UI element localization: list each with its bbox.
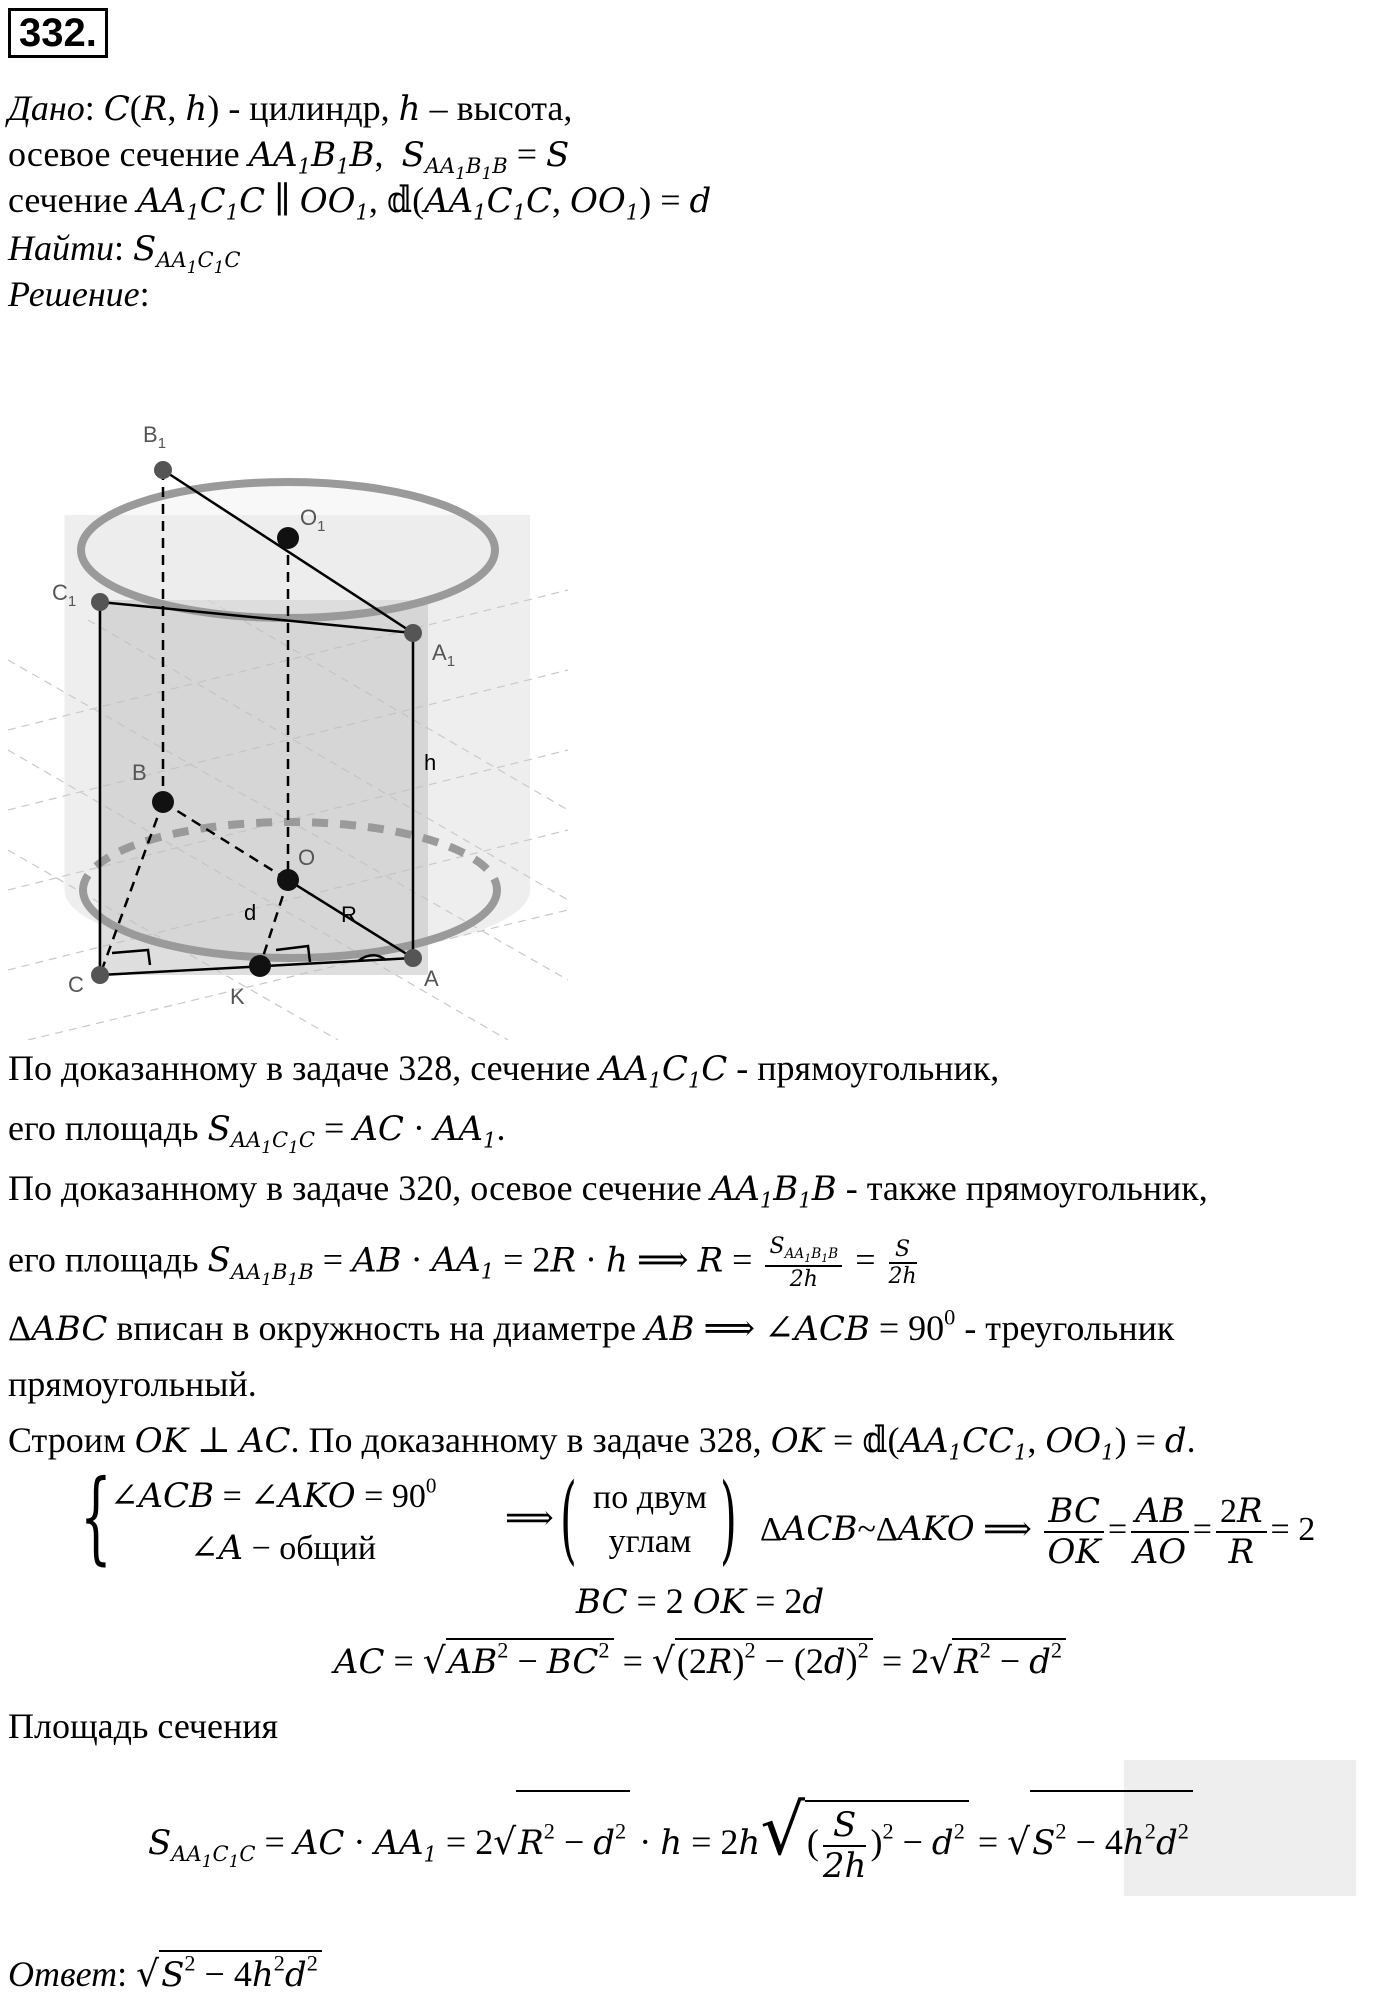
sol-line-6: [8, 1362, 257, 1406]
point-K: [249, 955, 271, 977]
sol-line-5: ΔABC вписан в окружность на диаметре AB ⟹ ∠ACB = $90^0$ - треугольник: [8, 1304, 1175, 1349]
solution-line: Решение:: [8, 274, 150, 314]
given-section-text: сечение: [8, 180, 138, 220]
cylinder-figure: [8, 420, 568, 1040]
sol-text-3b: - также прямоугольник,: [836, 1168, 1208, 1208]
label-C1: $C_1$: [52, 580, 77, 610]
area-equation: $S_{AA_1C_1C}$ = AC · $AA_1 = 2√R^2 - d^2 \cdot h = 2h√$( $\frac{S}{2h}$ )$^2 - d^2 = √S^2 - 4h^2d^2$: [148, 1780, 1193, 1911]
sol-line-1: По доказанному в задаче 328, сечение $AA_1C_1C$ - прямоугольник,: [8, 1048, 1000, 1093]
sol-line-3: По доказанному в задаче 320, осевое сечение $AA_1B_1B$ - также прямоугольник,: [8, 1168, 1208, 1213]
similarity-system: { ∠ACB = ∠AKO = $90^0$ ∠A − общий ⟹ ( по двум углам ) ΔACB~ΔAKO ⟹ $\frac{BC}{OK}$ = $\frac{AB}{AO}$ = $\frac{2R}{R}$ = 2: [80, 1458, 1316, 1575]
problem-number: 332.: [8, 8, 108, 58]
label-B1: $B_1$: [143, 422, 167, 452]
section-rectangle: [98, 600, 428, 975]
sol-text-4: его площадь: [8, 1239, 208, 1280]
label-R: R: [341, 902, 357, 927]
sys-common-text: − общий: [243, 1530, 377, 1567]
sol-text-6: прямоугольный.: [8, 1364, 257, 1404]
point-B: [152, 791, 174, 813]
given-axial-text: осевое сечение: [8, 134, 249, 174]
label-O1: $O_1$: [300, 505, 326, 535]
sol-text-1b: - прямоугольник,: [727, 1048, 1000, 1088]
solution-label: Решение: [8, 274, 140, 314]
label-B: B: [132, 760, 147, 785]
sol-text-7b: . По доказанному в задаче 328,: [290, 1420, 771, 1460]
sol-text-5a: вписан в окружность на диаметре: [107, 1308, 645, 1348]
sol-text-1a: По доказанному в задаче 328, сечение: [8, 1048, 600, 1088]
find-line: Найти: $S_{AA_1C_1C}$: [8, 228, 241, 278]
point-A1: [404, 624, 422, 642]
sol-line-2: его площадь $S_{AA_1C_1C}$ = AC · $AA_1$.: [8, 1108, 506, 1158]
point-C1: [91, 593, 109, 611]
sol-line-7: Строим OK ⊥ AC. По доказанному в задаче 328, OK = $𝕕(AA_1CC_1$, $OO_1) = d$.: [8, 1420, 1196, 1465]
label-h: h: [424, 750, 437, 775]
find-label: Найти: [8, 228, 114, 268]
sol-text-2: его площадь: [8, 1108, 208, 1148]
sol-text-5b: - треугольник: [955, 1308, 1175, 1348]
label-d: d: [244, 900, 257, 925]
given-line-3: сечение $AA_1C_1C$ ∥ $OO_1$, $𝕕(AA_1C_1C$, $OO_1) = d$: [8, 180, 712, 225]
point-B1: [154, 461, 172, 479]
label-C: C: [68, 972, 84, 997]
label-K: K: [230, 984, 245, 1009]
answer-label: Ответ: [8, 1954, 118, 1994]
sol-line-4: его площадь $S_{AA_1B_1B}$ = AB · $AA_1 = 2R \cdot h$ ⟹ R = $\frac{S_{AA_1B_1B}}{2h}$ = $\frac{S}{2h}$: [8, 1234, 917, 1293]
point-O: [277, 869, 299, 891]
label-A1: $A_1$: [432, 640, 456, 670]
given-line-2: осевое сечение $AA_1B_1B$, $S_{AA_1B_1B} = S$: [8, 134, 570, 184]
ac-equation: AC = $√AB^2 - BC^2 = √(2R)^2 - (2d)^2 = 2√R^2 - d^2$: [0, 1638, 1400, 1682]
sol-text-7a: Строим: [8, 1420, 135, 1460]
given-line-1: Дано: C(R, h) - цилиндр, h – высота,: [8, 88, 573, 129]
label-O: O: [298, 845, 316, 870]
area-label: Площадь сечения: [8, 1706, 279, 1746]
point-C: [91, 966, 109, 984]
sol-text-3a: По доказанному в задаче 320, осевое сечение: [8, 1168, 711, 1208]
given-height-text: – высота,: [420, 88, 573, 128]
label-A: A: [424, 966, 439, 991]
by-two-text: по двум: [593, 1479, 707, 1516]
answer-line: Ответ: $√S^2 - 4h^2d^2$: [8, 1950, 322, 1997]
given-label: Дано: [8, 88, 85, 128]
given-cylinder-text: - цилиндр,: [219, 88, 399, 128]
angles-text: углам: [608, 1523, 692, 1560]
point-O1: [277, 527, 299, 549]
point-A: [404, 949, 422, 967]
bc-equation: BC = 2 OK = 2d: [575, 1581, 825, 1622]
